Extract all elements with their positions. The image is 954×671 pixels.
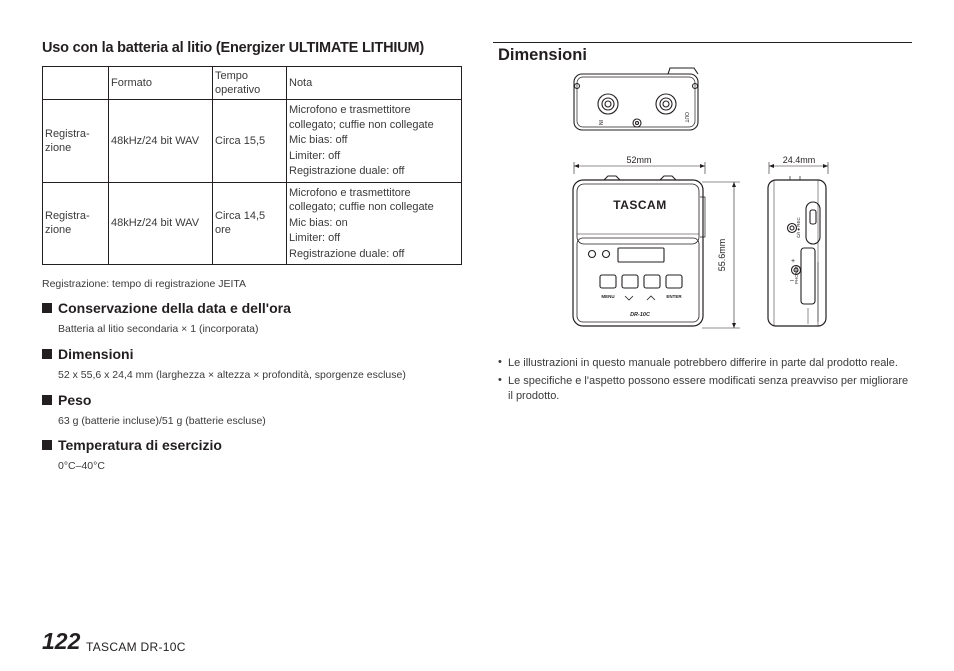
table-row: [43, 182, 462, 265]
depth-label: 24.4mm: [782, 155, 816, 165]
body-date-time: Batteria al litio secondaria × 1 (incorporata): [58, 323, 259, 335]
width-label: 52mm: [626, 155, 652, 165]
body-weight: 63 g (batterie incluse)/51 g (batterie escluse): [58, 415, 266, 427]
section-title-dimensions: Dimensioni: [498, 46, 587, 64]
note-line: Microfono e trasmettitore collegato; cuffie non collegate: [289, 186, 434, 213]
table-footnote: Registrazione: tempo di registrazione JEITA: [42, 278, 247, 290]
square-bullet-icon: [42, 395, 52, 405]
square-bullet-icon: [42, 349, 52, 359]
minus-label: –: [790, 277, 794, 284]
note-line: Registrazione duale: off: [289, 165, 405, 177]
table-cell: Registra-zione: [43, 100, 109, 183]
body-dimensions: 52 x 55,6 x 24,4 mm (larghezza × altezza × profondità, sporgenze escluse): [58, 369, 406, 381]
footer-model: TASCAM DR-10C: [86, 640, 186, 654]
notice-list: [498, 356, 912, 407]
heading-dimensions: Dimensioni: [42, 346, 133, 362]
phones-label: PHONES: [794, 264, 799, 284]
section-rule: [493, 42, 912, 43]
page-number: 122: [42, 628, 81, 654]
table-cell: 48kHz/24 bit WAV: [109, 182, 213, 265]
model-label: DR-10C: [630, 312, 650, 318]
menu-button-label: MENU: [601, 294, 615, 299]
table-header-cell: Formato: [109, 67, 213, 100]
table-cell: Circa 14,5 ore: [213, 182, 287, 265]
jack-in-label: IN: [597, 120, 603, 125]
jack-out-label: OUT: [683, 112, 689, 123]
battery-table: [42, 66, 462, 265]
table-row: [43, 100, 462, 183]
hold-rec-label: ⏻/I ● REC: [796, 217, 801, 238]
table-header-cell: Tempo operativo: [213, 67, 287, 100]
note-line: Limiter: off: [289, 232, 341, 244]
list-item: • Le specifiche e l'aspetto possono essere modificati senza preavviso per migliorare il prodotto.: [498, 374, 912, 404]
note-line: Limiter: off: [289, 149, 341, 162]
dimension-drawing: [560, 62, 840, 332]
note-line: Mic bias: off: [289, 134, 348, 146]
section-title-lithium: Uso con la batteria al litio (Energizer ULTIMATE LITHIUM): [42, 40, 425, 56]
height-label: 55.6mm: [717, 238, 727, 272]
table-header-cell: [43, 67, 109, 100]
list-item: • Le illustrazioni in questo manuale potrebbero differire in parte dal prodotto reale.: [498, 356, 912, 371]
table-cell: 48kHz/24 bit WAV: [109, 100, 213, 183]
note-line: Mic bias: on: [289, 216, 348, 229]
heading-temperature: Temperatura di esercizio: [42, 437, 222, 453]
table-cell-notes: [287, 100, 462, 183]
square-bullet-icon: [42, 303, 52, 313]
heading-date-time: Conservazione della data e dell'ora: [42, 300, 291, 316]
plus-label: +: [791, 258, 796, 265]
table-cell: Circa 15,5: [213, 100, 287, 183]
table-cell: Registra-zione: [43, 182, 109, 265]
table-header-row: [43, 67, 462, 100]
body-temperature: 0°C–40°C: [58, 460, 105, 472]
square-bullet-icon: [42, 440, 52, 450]
heading-weight: Peso: [42, 392, 91, 408]
table-header-cell: Nota: [287, 67, 462, 100]
note-line: Microfono e trasmettitore collegato; cuffie non collegate: [289, 104, 434, 131]
table-cell-notes: [287, 182, 462, 265]
note-line: Registrazione duale: off: [289, 247, 405, 260]
brand-logo: TASCAM: [613, 198, 667, 212]
enter-button-label: ENTER: [666, 294, 682, 299]
